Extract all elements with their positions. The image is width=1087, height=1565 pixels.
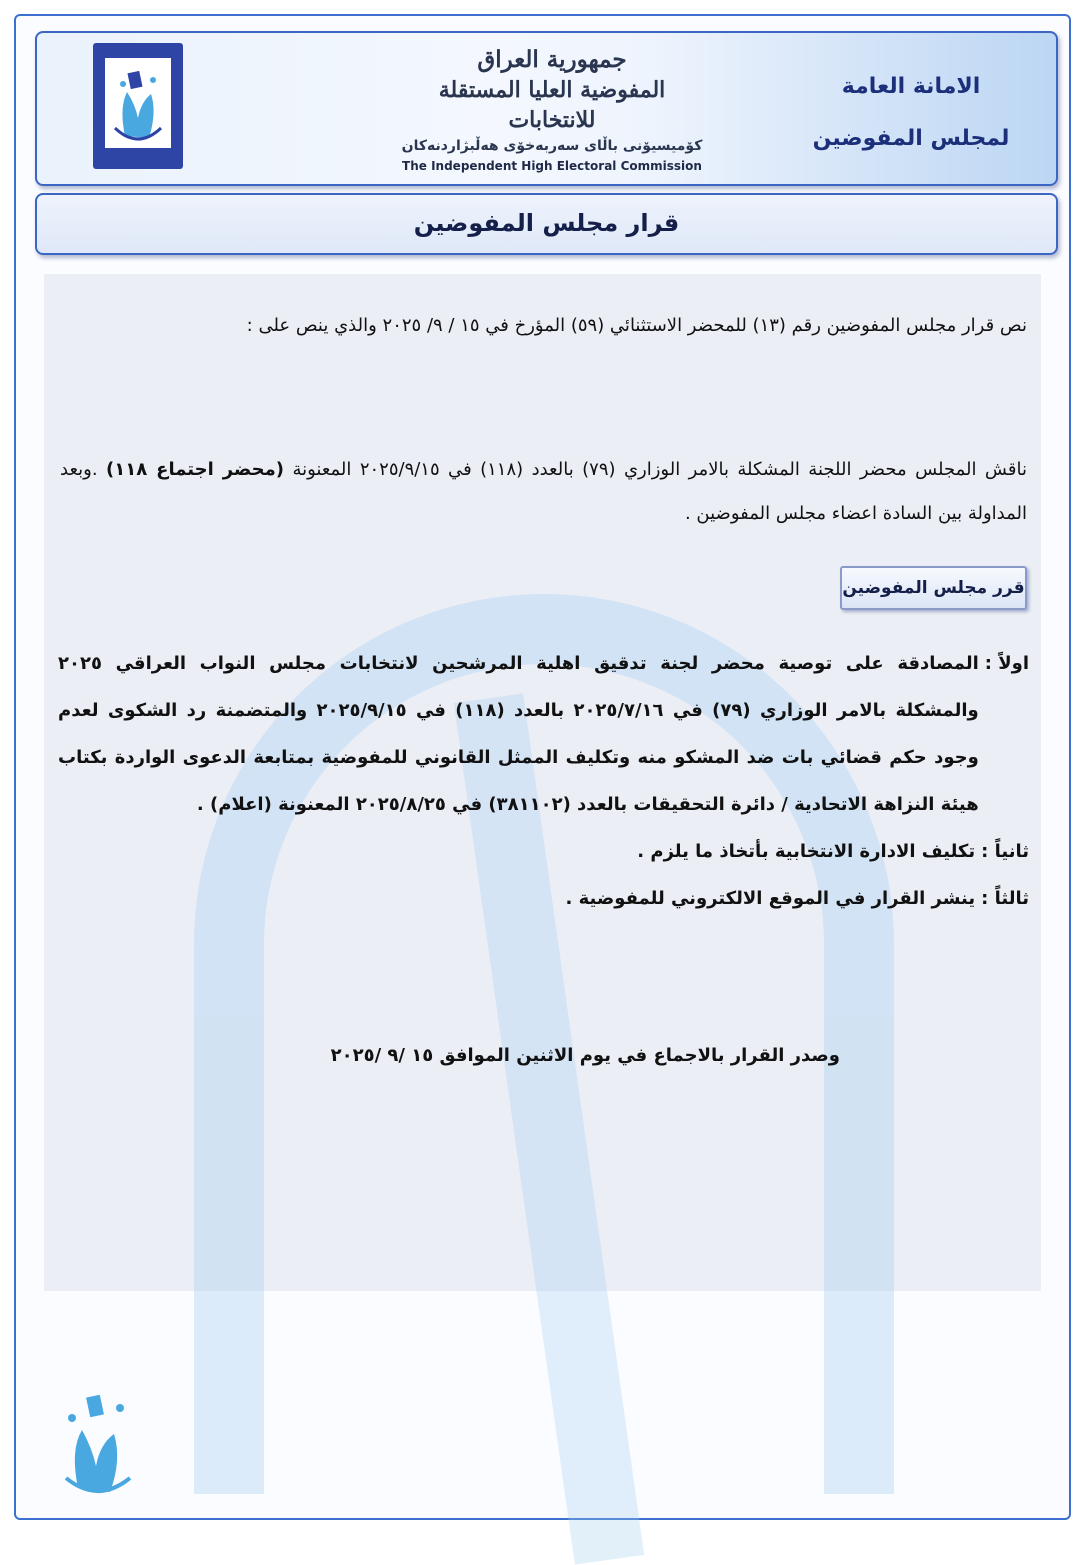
ballot-hand-icon [58,1378,138,1500]
item-label: ثالثاً : [981,888,1029,909]
decision-item [58,828,1029,875]
item-text: ينشر القرار في الموقع الالكتروني للمفوضية . [565,888,976,909]
emblem-republic: جمهورية العراق [477,46,627,73]
decision-item [58,640,1029,828]
commission-emblem [397,45,707,175]
discussion-text-2: .وبعد المداولة بين السادة اعضاء مجلس المفوضين . [60,459,1027,524]
decision-badge: قرر مجلس المفوضين [840,566,1027,610]
discussion-bold-ref: (محضر اجتماع ١١٨) [105,459,285,480]
emblem-commission-en: The Independent High Electoral Commission [402,159,702,173]
intro-paragraph: نص قرار مجلس المفوضين رقم (١٣) للمحضر الاستثنائي (٥٩) المؤرخ في ١٥ / ٩/ ٢٠٢٥ والذي ينص على : [246,315,1027,336]
item-text: تكليف الادارة الانتخابية بأتخاذ ما يلزم . [637,841,976,862]
decision-items [58,640,1029,922]
dept-line-1: الامانة العامة [841,74,981,99]
footer-logo [58,1378,138,1500]
item-label: اولاً : [984,653,1029,674]
emblem-commission-ar: المفوضية العليا المستقلة للانتخابات [438,77,666,133]
department-name [806,61,1016,165]
ballot-hand-icon [105,58,171,148]
item-text: المصادقة على توصية محضر لجنة تدقيق اهلية المرشحين لانتخابات مجلس النواب العراقي ٢٠٢٥ والمشكلة بالامر الوزاري (٧٩) في ٢٠٢٥/٧/١٦ بالعدد (١١٨) في ٢٠٢٥/٩/١٥ والمتضمنة رد الشكوى لعدم وجود حكم قضائي بات ضد المشكو منه وتكليف الممثل القانوني للمفوضية بمتابعة الدعوى الواردة بكتاب هيئة النزاهة الاتحادية / دائرة التحقيقات بالعدد (٣٨١١٠٢) في ٢٠٢٥/٨/٢٥ المعنونة (اعلام) . [58,653,979,815]
dept-line-2: لمجلس المفوضين [812,126,1010,151]
letterhead [35,31,1058,186]
discussion-paragraph [60,448,1027,536]
discussion-text-1: ناقش المجلس محضر اللجنة المشكلة بالامر الوزاري (٧٩) بالعدد (١١٨) في ٢٠٢٥/٩/١٥ المعنونة [292,459,1027,480]
closing-statement: وصدر القرار بالاجماع في يوم الاثنين الموافق ١٥ /٩ /٢٠٢٥ [330,1045,840,1066]
ihec-logo-mark [105,58,171,148]
item-label: ثانياً : [981,841,1029,862]
emblem-commission-ku: كۆمیسیۆنی باڵای سەربەخۆی هەڵبژاردنەکان [401,138,703,154]
ihec-logo [93,43,183,169]
document-title: قرار مجلس المفوضين [35,193,1058,255]
decision-item [58,875,1029,922]
